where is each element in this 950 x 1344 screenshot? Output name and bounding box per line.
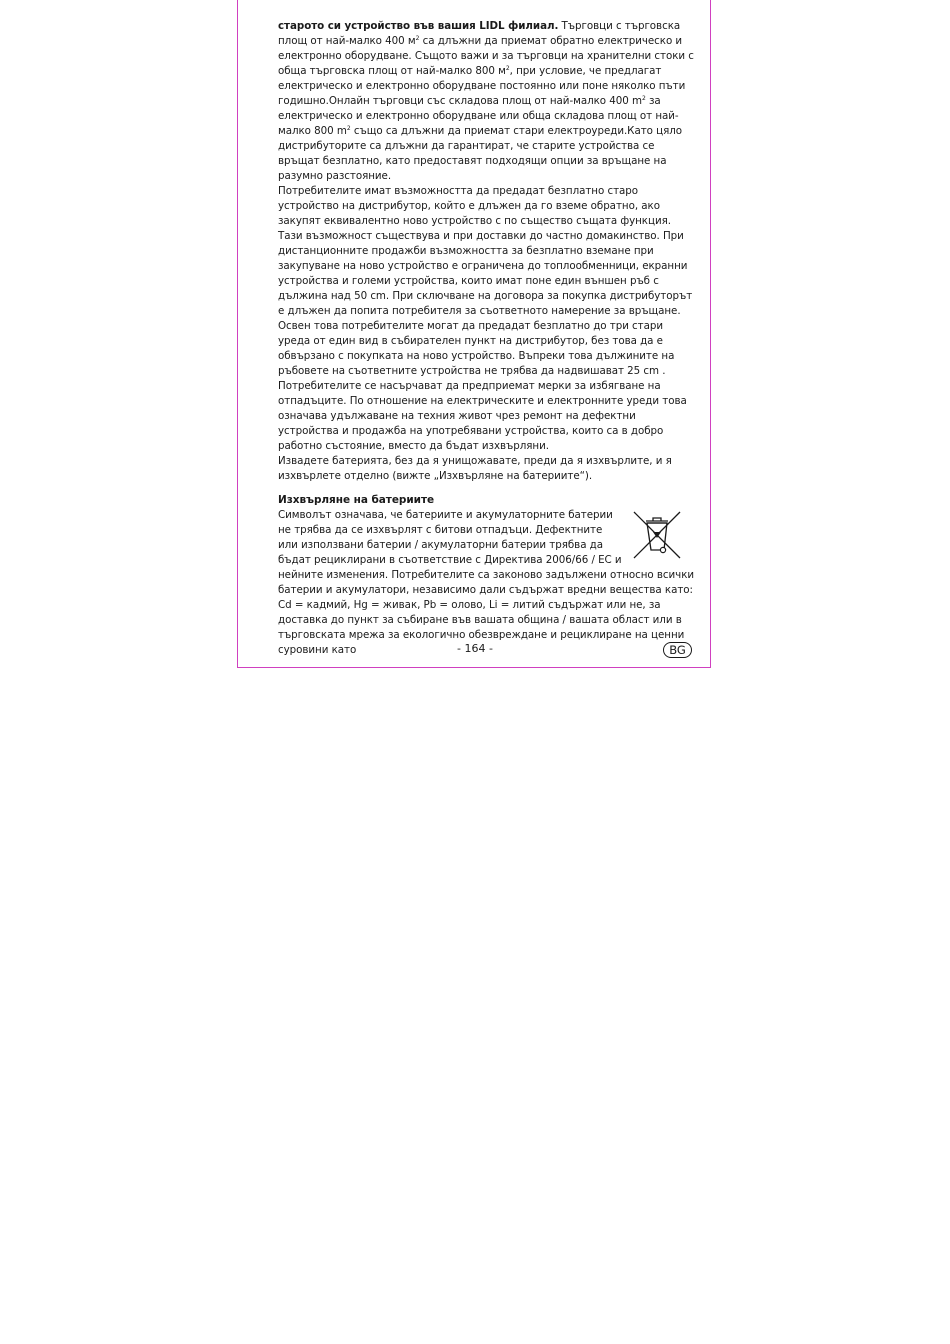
paragraph-battery-chemicals: Cd = кадмий, Hg = живак, Pb = олово, Li = литий съдържат или не, за доставка до пункт за събиране във вашата община / вашата област или в търговската мрежа за екологично обезвреждане и рециклиране на ценни суровини като bbox=[278, 599, 685, 656]
paragraph-return-old-devices: старото си устройство във вашия LIDL филиал. Търговци с търговска площ от най-малко 400 $м^2$ са длъжни да приемат обратно електрическо и електронно оборудване. Същото важи и за търговци на хранителни стоки с обща търговска площ от най-малко 800 $м^2$, при условие, че предлагат електрическо и електронно оборудване постоянно или поне няколко пъти годишно.Онлайн търговци със складова площ от най-малко 400 $m^2$ за електрическо и електронно оборудване или обща складова площ от най-малко 800 $m^2$ също са длъжни да приемат стари електроуреди.Като цяло дистрибуторите са длъжни да гарантират, че старите устройства се връщат безплатно, като предоставят подходящи опции за връщане на разумно разстояние. bbox=[278, 20, 694, 182]
paragraph-consumer-rights: Потребителите имат възможността да предадат безплатно старо устройство на дистрибутор, който е длъжен да го вземе обратно, ако закупят еквивалентно ново устройство с по същество същата функция. Тази възможност съществува и при доставки до частно домакинство. При дистанционните продажби възможността за безплатно вземане при закупуване на ново устройство е ограничена до топлообменници, екранни устройства и големи устройства, които имат поне един външен ръб с дължина над 50 cm. При сключване на договора за покупка дистрибуторът е длъжен да попита потребителя за съответното намерение за връщане. Освен това потребителите могат да предадат безплатно до три стари уреда от един вид в събирателен пункт на дистрибутор, без това да е обвързано с покупката на ново устройство. Въпреки това дължините на ръбовете на съответните устройства не трябва да надвишават 25 cm . bbox=[278, 185, 693, 377]
section-heading-battery-disposal: Изхвърляне на батериите bbox=[278, 494, 435, 506]
paragraph-remove-battery: Извадете батерията, без да я унищожавате, преди да я изхвърлите, и я изхвърлете отделно (вижте „Изхвърляне на батериите“). bbox=[278, 455, 672, 482]
paragraph-waste-avoidance: Потребителите се насърчават да предприемат мерки за избягване на отпадъците. По отношение на електрическите и електронните уреди това означава удължаване на техния живот чрез ремонт на дефектни устройства и продажба на употребявани устройства, които са в добро работно състояние, вместо да бъдат изхвърляни. bbox=[278, 380, 687, 452]
document-body bbox=[278, 19, 696, 658]
bold-lead-in: старото си устройство във вашия LIDL филиал. bbox=[278, 20, 559, 32]
crossed-out-wheelie-bin-icon bbox=[632, 510, 682, 560]
page-number: - 164 - bbox=[457, 642, 493, 655]
language-badge: BG bbox=[663, 642, 692, 658]
paragraph-battery-symbol: Символът означава, че батериите и акумулаторните батерии не трябва да се изхвърлят с битови отпадъци. Дефектните или използвани батерии / акумулаторни батерии трябва да бъдат рециклирани в съответствие с Директива 2006/66 / ЕС и нейните изменения. Потребителите са законово задължени относно всички батерии и акумулатори, независимо дали съдържат вредни вещества като: bbox=[278, 509, 695, 596]
